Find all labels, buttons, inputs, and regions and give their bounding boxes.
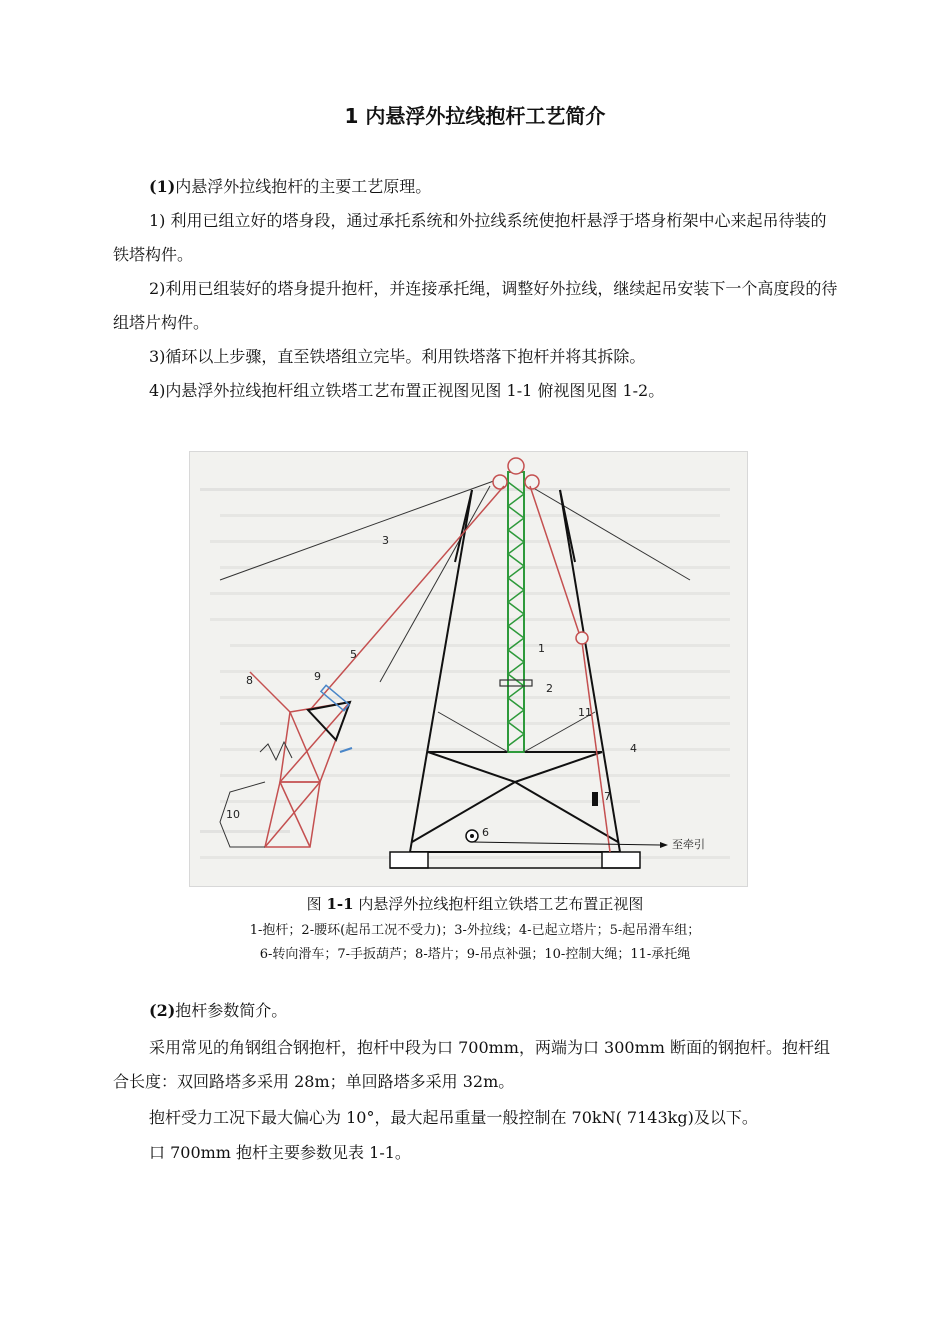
figure-caption [0,893,950,914]
section1-heading-text: 内悬浮外拉线抱杆的主要工艺原理。 [175,177,432,196]
caption-number: 1-1 [326,895,354,913]
step-2: 2)利用已组装好的塔身提升抱杆，并连接承托绳，调整好外拉线，继续起吊安装下一个高度段的待组塔片构件。 [113,279,838,332]
section2-heading-text: 抱杆参数简介。 [175,1001,288,1020]
section2-heading [113,994,839,1028]
section2-heading-num: (2) [149,1001,176,1020]
label-5: 5 [350,648,357,661]
step-4: 4)内悬浮外拉线抱杆组立铁塔工艺布置正视图见图 1-1 俯视图见图 1-2。 [149,381,665,400]
label-4: 4 [630,742,637,755]
section1-heading [113,170,839,204]
section1-heading-num: (1) [149,177,176,196]
label-2: 2 [546,682,553,695]
hand-hoist [592,792,598,806]
caption-text: 内悬浮外拉线抱杆组立铁塔工艺布置正视图 [353,895,644,913]
background-ghost-text [190,452,747,886]
caption-prefix: 图 [306,895,327,913]
figure-1-1 [189,451,748,887]
label-7: 7 [604,790,611,803]
figure-legend-line-2: 6-转向滑车；7-手扳葫芦；8-塔片；9-吊点补强；10-控制大绳；11-承托绳 [259,947,691,962]
tower-diagram [190,452,747,886]
step-3: 3)循环以上步骤，直至铁塔组立完毕。利用铁塔落下抱杆并将其拆除。 [149,347,646,366]
label-11: 11 [578,706,592,719]
label-6: 6 [482,826,489,839]
label-3: 3 [382,534,389,547]
page-title: 1 内悬浮外拉线抱杆工艺简介 [344,104,606,128]
param-para-3: 口 700mm 抱杆主要参数见表 1-1。 [149,1143,411,1162]
label-8: 8 [246,674,253,687]
label-1: 1 [538,642,545,655]
label-10: 10 [226,808,240,821]
param-para-1: 采用常见的角钢组合钢抱杆，抱杆中段为口 700mm，两端为口 300mm 断面的钢抱杆。抱杆组合长度：双回路塔多采用 28m；单回路塔多采用 32m。 [113,1038,831,1091]
label-traction: 至牵引 [672,838,705,851]
label-9: 9 [314,670,321,683]
figure-legend-line-1: 1-抱杆；2-腰环(起吊工况不受力)；3-外拉线；4-已起立塔片；5-起吊滑车组； [249,923,701,938]
step-1: 1) 利用已组立好的塔身段，通过承托系统和外拉线系统使抱杆悬浮于塔身桁架中心来起吊待装的铁塔构件。 [113,211,827,264]
param-para-2: 抱杆受力工况下最大偏心为 10°，最大起吊重量一般控制在 70kN( 7143kg)及以下。 [149,1108,758,1127]
